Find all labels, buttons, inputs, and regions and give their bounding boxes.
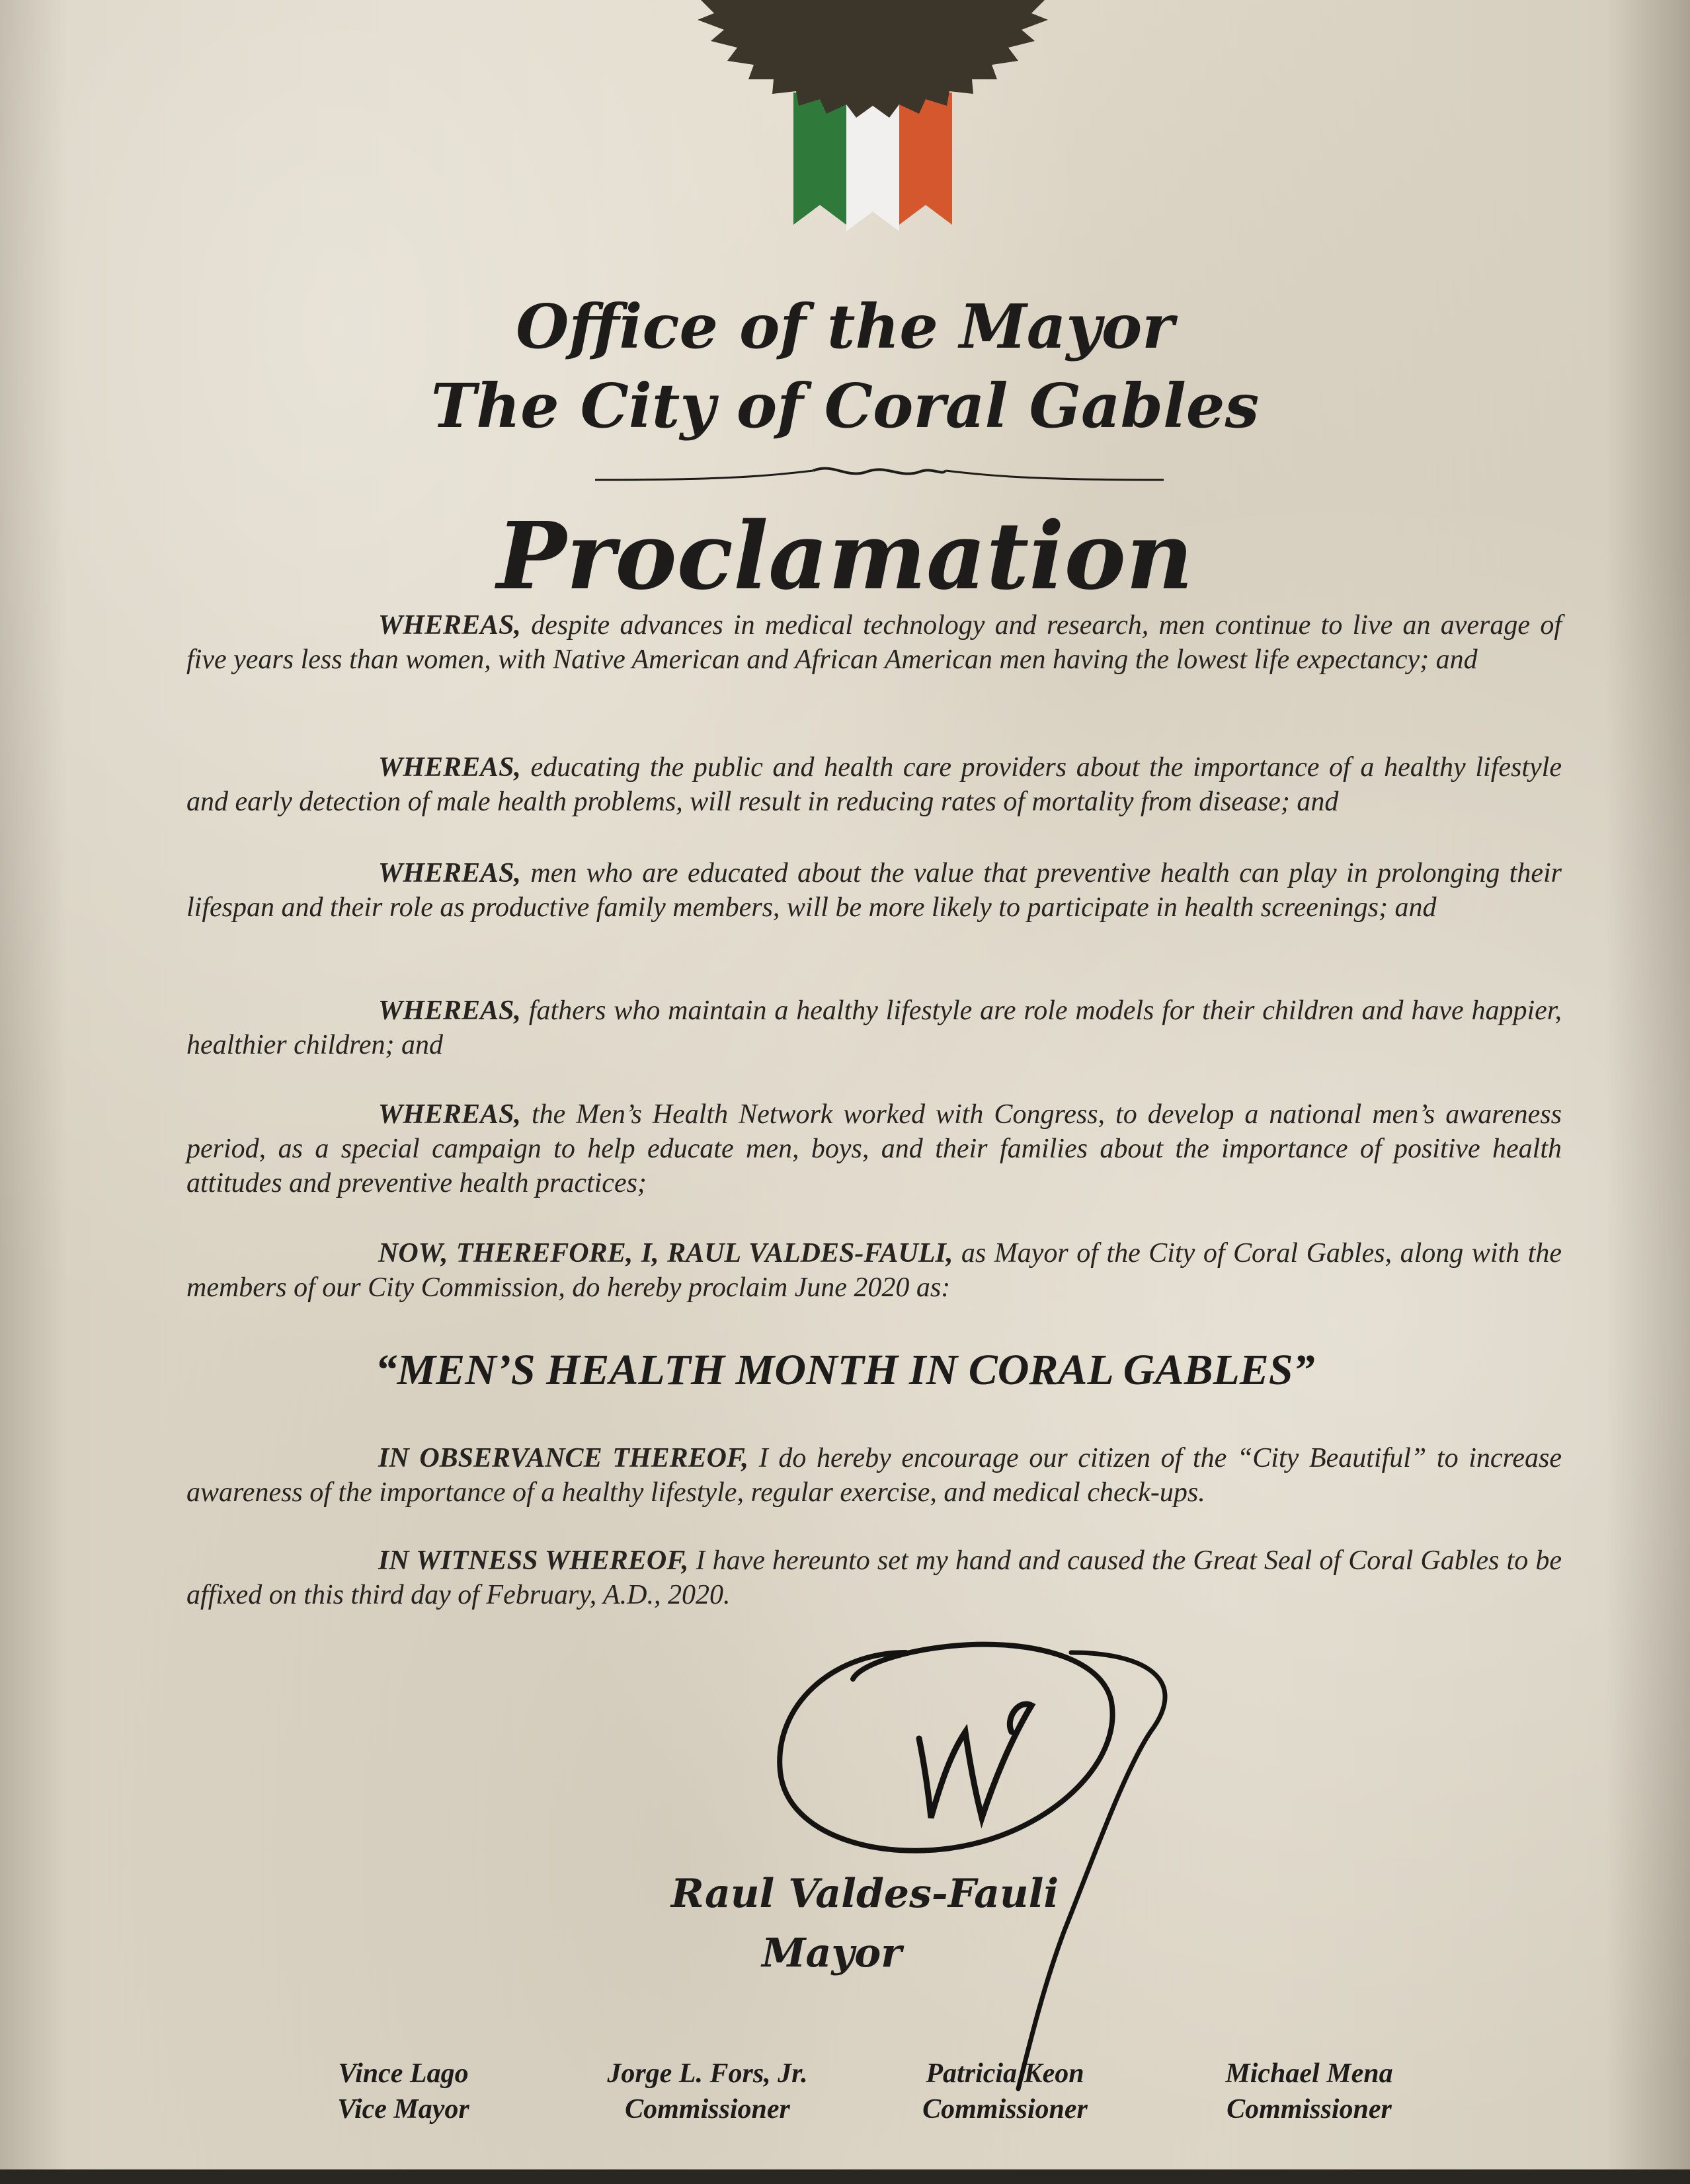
paragraph-text: as Mayor of the City of Coral Gables, along with the members of our City Commission, do hereby proclaim June 2020 as: xyxy=(186,1238,1562,1303)
paragraph-text: the Men’s Health Network worked with Congress, to develop a national men’s awareness period, as a special campaign to help educate men, boys, and their families about the importance of positive health attitudes and preventive health practices; xyxy=(186,1099,1562,1198)
official-title: Commissioner xyxy=(1227,2094,1392,2125)
mayor-title: Mayor xyxy=(762,1930,902,1976)
official-name: Jorge L. Fors, Jr. xyxy=(607,2058,808,2089)
mayor-name: Raul Valdes-Fauli xyxy=(670,1871,1059,1917)
paragraph-text: men who are educated about the value that preventive health can play in prolonging their lifespan and their role as productive family members, will be more likely to participate in health screenings; and xyxy=(186,858,1562,923)
official-vice-mayor xyxy=(258,2056,549,2127)
official-title: Vice Mayor xyxy=(337,2094,469,2125)
ribbon xyxy=(793,93,952,231)
paragraph-lead: WHEREAS, xyxy=(378,995,521,1026)
official-name: Patricia Keon xyxy=(926,2058,1084,2089)
observance-paragraph xyxy=(186,1441,1562,1510)
official-name: Vince Lago xyxy=(338,2058,469,2089)
proclamation-banner: “MEN’S HEALTH MONTH IN CORAL GABLES” xyxy=(375,1346,1315,1394)
paragraph-lead: WHEREAS, xyxy=(378,610,521,641)
official-title: Commissioner xyxy=(625,2094,790,2125)
whereas-paragraph-3 xyxy=(186,856,1562,925)
paragraph-lead: IN OBSERVANCE THEREOF, xyxy=(378,1443,749,1473)
therefore-paragraph xyxy=(186,1236,1562,1305)
paragraph-lead: WHEREAS, xyxy=(378,1099,521,1130)
seal-starburst xyxy=(698,0,1048,118)
paragraph-lead: NOW, THEREFORE, I, RAUL VALDES-FAULI, xyxy=(378,1238,953,1268)
paragraph-text: fathers who maintain a healthy lifestyle are role models for their children and have happier, healthier children; and xyxy=(186,995,1562,1060)
paragraph-lead: WHEREAS, xyxy=(378,752,521,783)
whereas-paragraph-1 xyxy=(186,608,1562,677)
office-heading: Office of the Mayor xyxy=(516,291,1174,362)
ornamental-divider xyxy=(595,456,1164,496)
whereas-paragraph-2 xyxy=(186,750,1562,819)
witness-paragraph xyxy=(186,1543,1562,1612)
official-commissioner-fors xyxy=(562,2056,853,2127)
paragraph-lead: IN WITNESS WHEREOF, xyxy=(378,1545,689,1576)
paragraph-text: educating the public and health care providers about the importance of a healthy lifestyle and early detection of male health problems, will result in reducing rates of mortality from disease; and xyxy=(186,752,1562,817)
gold-seal-with-ribbon xyxy=(688,0,1058,245)
official-commissioner-keon xyxy=(860,2056,1150,2127)
paragraph-text: I have hereunto set my hand and caused the Great Seal of Coral Gables to be affixed on this third day of February, A.D., 2020. xyxy=(186,1545,1562,1610)
bottom-edge xyxy=(0,2169,1690,2184)
paragraph-lead: WHEREAS, xyxy=(378,858,521,888)
official-commissioner-mena xyxy=(1164,2056,1455,2127)
city-heading: The City of Coral Gables xyxy=(430,370,1260,442)
paragraph-text: despite advances in medical technology and research, men continue to live an average of five years less than women, with Native American and African American men having the lowest life expectancy; and xyxy=(186,610,1562,675)
paragraph-text: I do hereby encourage our citizen of the “City Beautiful” to increase awareness of the importance of a healthy lifestyle, regular exercise, and medical check-ups. xyxy=(186,1443,1562,1508)
official-name: Michael Mena xyxy=(1225,2058,1393,2089)
whereas-paragraph-5 xyxy=(186,1097,1562,1200)
whereas-paragraph-4 xyxy=(186,994,1562,1062)
proclamation-title: Proclamation xyxy=(497,502,1193,611)
official-title: Commissioner xyxy=(922,2094,1088,2125)
